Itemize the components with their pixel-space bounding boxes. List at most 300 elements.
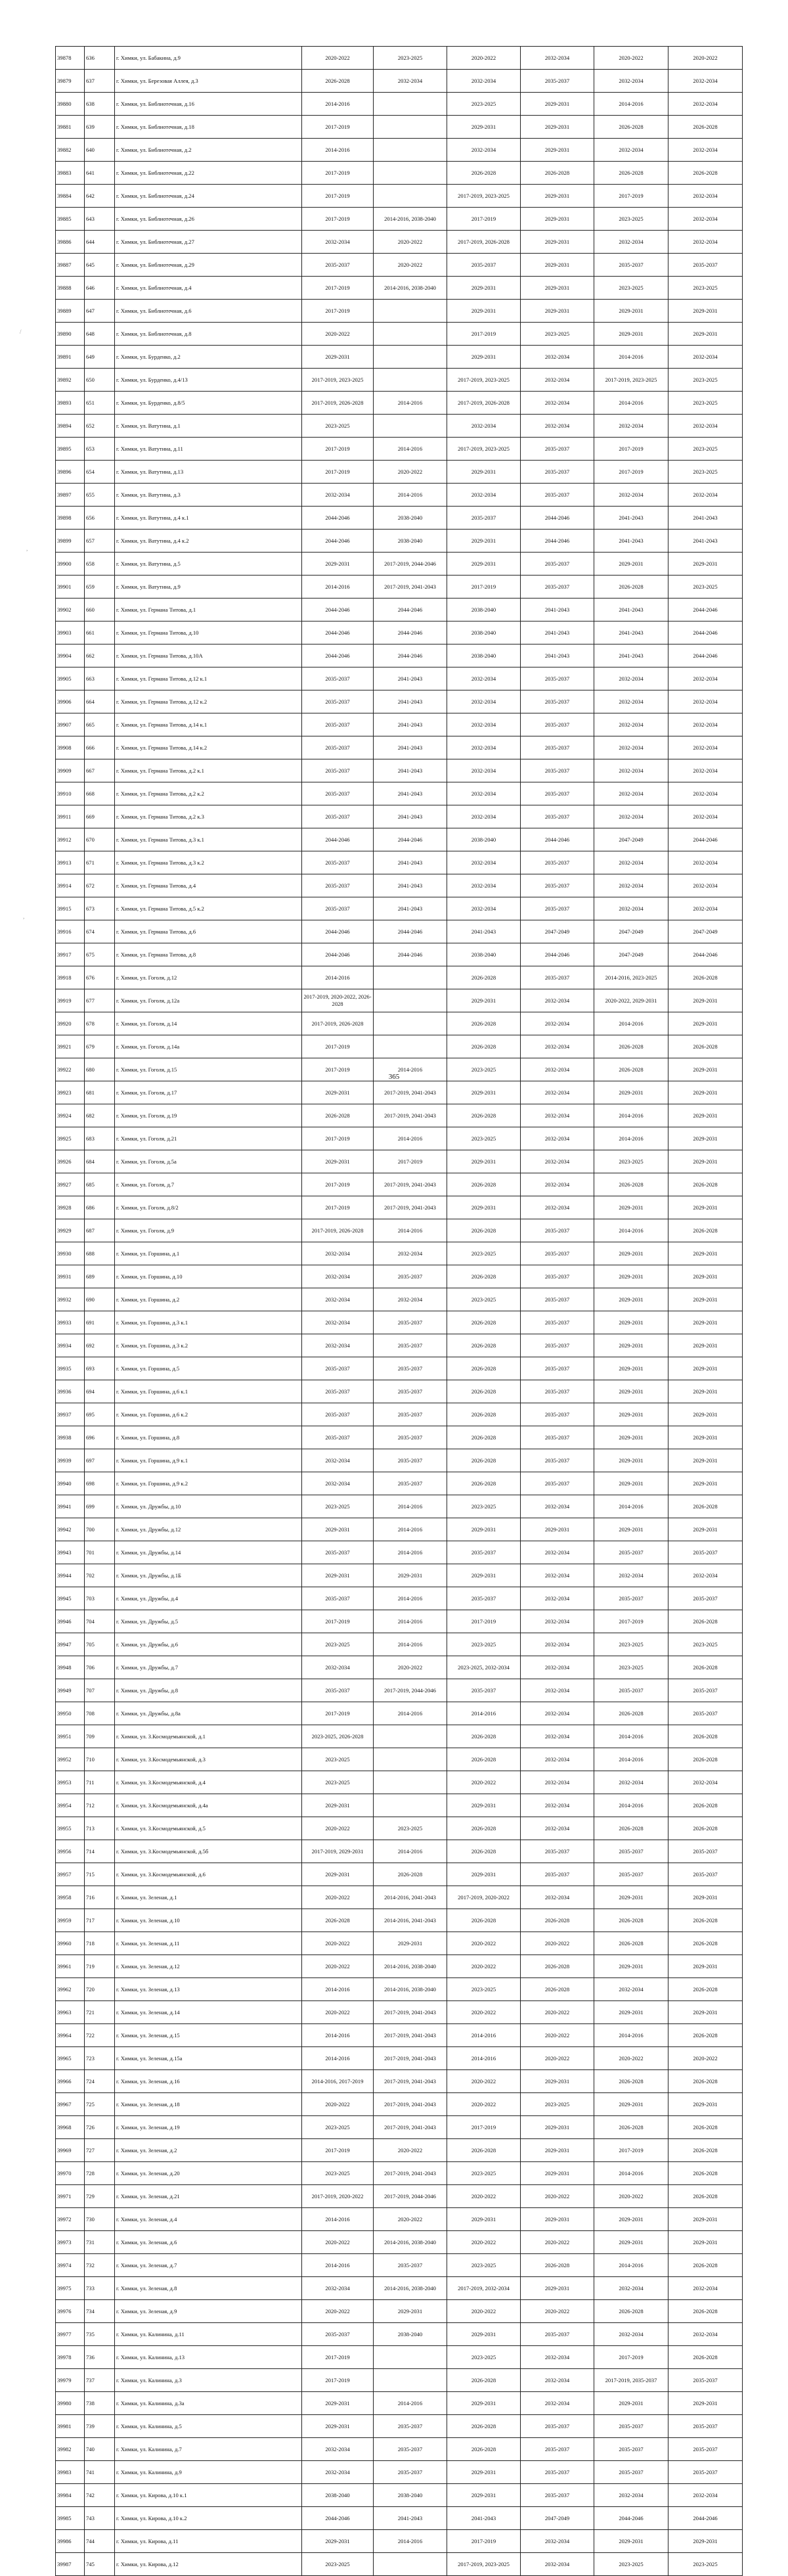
row-id-cell: 39942 bbox=[56, 1518, 85, 1541]
period-cell: 2032-2034 bbox=[594, 759, 668, 782]
period-cell: 2029-2031 bbox=[447, 1081, 521, 1104]
table-row bbox=[56, 1127, 743, 1150]
period-cell: 2026-2028 bbox=[668, 1725, 743, 1748]
row-number-cell: 728 bbox=[85, 2162, 115, 2185]
period-cell: 2038-2040 bbox=[302, 2484, 374, 2507]
row-number-cell: 716 bbox=[85, 1886, 115, 1909]
address-cell: г. Химки, ул. З.Космодемьянской, д.5 bbox=[115, 1817, 302, 1840]
period-cell: 2017-2019, 2029-2031 bbox=[302, 1840, 374, 1863]
row-id-cell: 39893 bbox=[56, 392, 85, 415]
row-number-cell: 704 bbox=[85, 1610, 115, 1633]
period-cell: 2029-2031 bbox=[447, 116, 521, 139]
period-cell: 2035-2037 bbox=[521, 690, 594, 713]
period-cell: 2032-2034 bbox=[521, 369, 594, 392]
period-cell: 2041-2043 bbox=[374, 713, 447, 736]
period-cell: 2029-2031 bbox=[447, 461, 521, 484]
period-cell: 2044-2046 bbox=[374, 644, 447, 667]
address-cell: г. Химки, ул. Германа Титова, д.14 к.1 bbox=[115, 713, 302, 736]
table-row bbox=[56, 1288, 743, 1311]
row-id-cell: 39956 bbox=[56, 1840, 85, 1863]
period-cell: 2017-2019, 2026-2028 bbox=[302, 1219, 374, 1242]
page-number: 365 bbox=[388, 1073, 400, 1081]
period-cell: 2035-2037 bbox=[521, 805, 594, 828]
address-cell: г. Химки, ул. З.Космодемьянской, д.1 bbox=[115, 1725, 302, 1748]
row-number-cell: 717 bbox=[85, 1909, 115, 1932]
period-cell: 2041-2043 bbox=[447, 2507, 521, 2530]
period-cell: 2038-2040 bbox=[374, 507, 447, 530]
row-number-cell: 682 bbox=[85, 1104, 115, 1127]
table-row bbox=[56, 254, 743, 277]
period-cell: 2026-2028 bbox=[668, 1817, 743, 1840]
period-cell: 2035-2037 bbox=[594, 2461, 668, 2484]
row-number-cell: 710 bbox=[85, 1748, 115, 1771]
period-cell: 2029-2031 bbox=[594, 1380, 668, 1403]
period-cell: 2032-2034 bbox=[302, 1242, 374, 1265]
address-cell: г. Химки, ул. Зеленая, д.21 bbox=[115, 2185, 302, 2208]
row-number-cell: 667 bbox=[85, 759, 115, 782]
row-number-cell: 655 bbox=[85, 484, 115, 507]
period-cell: 2035-2037 bbox=[521, 1863, 594, 1886]
period-cell: 2026-2028 bbox=[668, 116, 743, 139]
address-cell: г. Химки, ул. Горшина, д.1 bbox=[115, 1242, 302, 1265]
period-cell: 2035-2037 bbox=[594, 1679, 668, 1702]
period-cell: 2032-2034 bbox=[521, 415, 594, 438]
period-cell: 2032-2034 bbox=[521, 1794, 594, 1817]
row-number-cell: 731 bbox=[85, 2231, 115, 2254]
row-number-cell: 726 bbox=[85, 2116, 115, 2139]
period-cell: 2020-2022 bbox=[374, 1656, 447, 1679]
row-id-cell: 39987 bbox=[56, 2553, 85, 2576]
period-cell: 2020-2022 bbox=[302, 1886, 374, 1909]
period-cell: 2047-2049 bbox=[521, 920, 594, 943]
period-cell: 2014-2016 bbox=[594, 2024, 668, 2047]
period-cell: 2023-2025 bbox=[447, 2346, 521, 2369]
period-cell: 2032-2034 bbox=[521, 1587, 594, 1610]
row-id-cell: 39890 bbox=[56, 323, 85, 346]
row-number-cell: 711 bbox=[85, 1771, 115, 1794]
row-id-cell: 39908 bbox=[56, 736, 85, 759]
period-cell: 2035-2037 bbox=[374, 2438, 447, 2461]
period-cell: 2035-2037 bbox=[374, 1334, 447, 1357]
period-cell: 2017-2019 bbox=[594, 1610, 668, 1633]
period-cell: 2014-2016 bbox=[594, 2254, 668, 2277]
period-cell: 2014-2016 bbox=[374, 392, 447, 415]
period-cell: 2026-2028 bbox=[668, 162, 743, 185]
period-cell: 2014-2016 bbox=[594, 1012, 668, 1035]
row-number-cell: 705 bbox=[85, 1633, 115, 1656]
period-cell: 2035-2037 bbox=[302, 805, 374, 828]
row-id-cell: 39977 bbox=[56, 2323, 85, 2346]
row-number-cell: 638 bbox=[85, 93, 115, 116]
table-row bbox=[56, 162, 743, 185]
period-cell: 2014-2016 bbox=[594, 346, 668, 369]
row-number-cell: 665 bbox=[85, 713, 115, 736]
address-cell: г. Химки, ул. Ватутина, д.4 к.2 bbox=[115, 530, 302, 553]
register-sheet bbox=[55, 46, 742, 2576]
period-cell: 2026-2028 bbox=[447, 1725, 521, 1748]
address-cell: г. Химки, ул. Горшина, д.3 к.1 bbox=[115, 1311, 302, 1334]
period-cell: 2017-2019 bbox=[302, 185, 374, 208]
period-cell: 2029-2031 bbox=[594, 323, 668, 346]
period-cell: 2023-2025 bbox=[447, 1978, 521, 2001]
row-id-cell: 39883 bbox=[56, 162, 85, 185]
period-cell: 2032-2034 bbox=[447, 667, 521, 690]
period-cell: 2029-2031 bbox=[668, 1081, 743, 1104]
period-cell: 2023-2025 bbox=[668, 576, 743, 599]
row-number-cell: 681 bbox=[85, 1081, 115, 1104]
period-cell: 2017-2019, 2023-2025 bbox=[594, 369, 668, 392]
period-cell: 2029-2031 bbox=[594, 1081, 668, 1104]
row-id-cell: 39951 bbox=[56, 1725, 85, 1748]
period-cell: 2020-2022 bbox=[668, 47, 743, 70]
row-number-cell: 648 bbox=[85, 323, 115, 346]
row-number-cell: 721 bbox=[85, 2001, 115, 2024]
table-row bbox=[56, 2208, 743, 2231]
row-id-cell: 39919 bbox=[56, 989, 85, 1012]
period-cell: 2017-2019, 2041-2043 bbox=[374, 2024, 447, 2047]
period-cell: 2014-2016 bbox=[594, 1495, 668, 1518]
period-cell: 2041-2043 bbox=[521, 599, 594, 621]
period-cell: 2029-2031 bbox=[668, 1357, 743, 1380]
row-id-cell: 39899 bbox=[56, 530, 85, 553]
period-cell: 2026-2028 bbox=[594, 1909, 668, 1932]
table-row bbox=[56, 989, 743, 1012]
period-cell bbox=[374, 323, 447, 346]
period-cell: 2035-2037 bbox=[521, 2438, 594, 2461]
period-cell: 2029-2031 bbox=[447, 1863, 521, 1886]
period-cell: 2026-2028 bbox=[447, 162, 521, 185]
table-row bbox=[56, 736, 743, 759]
period-cell: 2017-2019, 2041-2043 bbox=[374, 2116, 447, 2139]
period-cell: 2017-2019 bbox=[594, 438, 668, 461]
period-cell: 2032-2034 bbox=[668, 759, 743, 782]
period-cell: 2035-2037 bbox=[521, 851, 594, 874]
table-row bbox=[56, 1265, 743, 1288]
table-row bbox=[56, 2024, 743, 2047]
row-number-cell: 696 bbox=[85, 1426, 115, 1449]
period-cell: 2035-2037 bbox=[521, 1840, 594, 1863]
period-cell: 2041-2043 bbox=[374, 782, 447, 805]
period-cell: 2044-2046 bbox=[302, 507, 374, 530]
period-cell: 2032-2034 bbox=[302, 1656, 374, 1679]
period-cell: 2020-2022 bbox=[594, 2185, 668, 2208]
table-row bbox=[56, 438, 743, 461]
period-cell: 2023-2025 bbox=[594, 1633, 668, 1656]
table-row bbox=[56, 93, 743, 116]
period-cell: 2035-2037 bbox=[447, 1541, 521, 1564]
table-row bbox=[56, 415, 743, 438]
period-cell: 2023-2025 bbox=[447, 1242, 521, 1265]
table-row bbox=[56, 323, 743, 346]
period-cell: 2026-2028 bbox=[594, 162, 668, 185]
period-cell: 2032-2034 bbox=[374, 1242, 447, 1265]
row-id-cell: 39968 bbox=[56, 2116, 85, 2139]
table-row bbox=[56, 1748, 743, 1771]
period-cell: 2032-2034 bbox=[521, 1150, 594, 1173]
table-row bbox=[56, 2300, 743, 2323]
period-cell: 2032-2034 bbox=[521, 1771, 594, 1794]
period-cell: 2035-2037 bbox=[521, 1219, 594, 1242]
period-cell: 2032-2034 bbox=[302, 2277, 374, 2300]
address-cell: г. Химки, ул. Зеленая, д.15а bbox=[115, 2047, 302, 2070]
period-cell: 2026-2028 bbox=[594, 2300, 668, 2323]
period-cell: 2014-2016 bbox=[594, 392, 668, 415]
period-cell: 2014-2016, 2038-2040 bbox=[374, 2277, 447, 2300]
period-cell: 2026-2028 bbox=[447, 2139, 521, 2162]
row-id-cell: 39982 bbox=[56, 2438, 85, 2461]
address-cell: г. Химки, ул. Зеленая, д.1 bbox=[115, 1886, 302, 1909]
period-cell: 2026-2028 bbox=[668, 1173, 743, 1196]
row-number-cell: 657 bbox=[85, 530, 115, 553]
row-id-cell: 39980 bbox=[56, 2392, 85, 2415]
period-cell: 2014-2016 bbox=[447, 2024, 521, 2047]
row-id-cell: 39923 bbox=[56, 1081, 85, 1104]
period-cell bbox=[374, 2346, 447, 2369]
period-cell: 2014-2016 bbox=[594, 1104, 668, 1127]
period-cell: 2029-2031 bbox=[668, 1472, 743, 1495]
period-cell: 2020-2022 bbox=[447, 2185, 521, 2208]
period-cell: 2020-2022 bbox=[302, 2231, 374, 2254]
period-cell: 2041-2043 bbox=[374, 851, 447, 874]
table-row bbox=[56, 621, 743, 644]
row-number-cell: 639 bbox=[85, 116, 115, 139]
period-cell: 2017-2019, 2020-2022 bbox=[302, 2185, 374, 2208]
row-number-cell: 679 bbox=[85, 1035, 115, 1058]
row-number-cell: 642 bbox=[85, 185, 115, 208]
period-cell: 2017-2019, 2041-2043 bbox=[374, 576, 447, 599]
address-cell: г. Химки, ул. Германа Титова, д.6 bbox=[115, 920, 302, 943]
address-cell: г. Химки, ул. Горшина, д.6 к.2 bbox=[115, 1403, 302, 1426]
address-cell: г. Химки, ул. Гоголя, д.8/2 bbox=[115, 1196, 302, 1219]
period-cell: 2020-2022 bbox=[447, 2231, 521, 2254]
period-cell: 2032-2034 bbox=[302, 1311, 374, 1334]
period-cell: 2029-2031 bbox=[521, 2277, 594, 2300]
period-cell: 2026-2028 bbox=[594, 2070, 668, 2093]
row-id-cell: 39985 bbox=[56, 2507, 85, 2530]
period-cell: 2032-2034 bbox=[594, 690, 668, 713]
table-body bbox=[56, 47, 743, 2576]
period-cell: 2017-2019 bbox=[374, 1150, 447, 1173]
table-row bbox=[56, 2484, 743, 2507]
row-number-cell: 671 bbox=[85, 851, 115, 874]
period-cell: 2032-2034 bbox=[668, 1564, 743, 1587]
period-cell: 2041-2043 bbox=[374, 736, 447, 759]
row-number-cell: 733 bbox=[85, 2277, 115, 2300]
period-cell: 2029-2031 bbox=[521, 2139, 594, 2162]
period-cell: 2032-2034 bbox=[594, 667, 668, 690]
period-cell: 2026-2028 bbox=[447, 1380, 521, 1403]
scan-mark: , bbox=[26, 545, 28, 552]
period-cell: 2032-2034 bbox=[521, 2346, 594, 2369]
period-cell: 2032-2034 bbox=[521, 1081, 594, 1104]
period-cell: 2023-2025 bbox=[668, 461, 743, 484]
period-cell: 2017-2019 bbox=[594, 461, 668, 484]
period-cell: 2035-2037 bbox=[521, 897, 594, 920]
table-row bbox=[56, 1196, 743, 1219]
period-cell: 2029-2031 bbox=[447, 530, 521, 553]
period-cell: 2023-2025 bbox=[302, 1771, 374, 1794]
table-row bbox=[56, 1863, 743, 1886]
period-cell: 2017-2019 bbox=[302, 208, 374, 231]
period-cell: 2017-2019, 2023-2025 bbox=[302, 369, 374, 392]
table-row bbox=[56, 1219, 743, 1242]
period-cell: 2029-2031 bbox=[447, 2208, 521, 2231]
period-cell: 2044-2046 bbox=[302, 943, 374, 966]
period-cell: 2029-2031 bbox=[521, 2070, 594, 2093]
row-number-cell: 719 bbox=[85, 1955, 115, 1978]
table-row bbox=[56, 1357, 743, 1380]
period-cell: 2032-2034 bbox=[594, 851, 668, 874]
period-cell: 2017-2019, 2035-2037 bbox=[594, 2369, 668, 2392]
row-id-cell: 39945 bbox=[56, 1587, 85, 1610]
period-cell: 2026-2028 bbox=[447, 1012, 521, 1035]
period-cell: 2035-2037 bbox=[374, 1357, 447, 1380]
table-row bbox=[56, 1472, 743, 1495]
address-cell: г. Химки, ул. Германа Титова, д.12 к.1 bbox=[115, 667, 302, 690]
address-cell: г. Химки, ул. Гоголя, д.21 bbox=[115, 1127, 302, 1150]
period-cell bbox=[374, 2553, 447, 2576]
period-cell: 2032-2034 bbox=[594, 415, 668, 438]
period-cell: 2041-2043 bbox=[374, 667, 447, 690]
address-cell: г. Химки, ул. Калинина, д.7 bbox=[115, 2438, 302, 2461]
table-row bbox=[56, 507, 743, 530]
row-id-cell: 39879 bbox=[56, 70, 85, 93]
period-cell: 2032-2034 bbox=[521, 1495, 594, 1518]
period-cell: 2026-2028 bbox=[447, 1357, 521, 1380]
table-row bbox=[56, 2001, 743, 2024]
period-cell: 2035-2037 bbox=[302, 1587, 374, 1610]
table-row bbox=[56, 70, 743, 93]
row-number-cell: 647 bbox=[85, 300, 115, 323]
row-number-cell: 652 bbox=[85, 415, 115, 438]
period-cell: 2032-2034 bbox=[594, 1978, 668, 2001]
period-cell: 2032-2034 bbox=[521, 47, 594, 70]
table-row bbox=[56, 920, 743, 943]
row-number-cell: 702 bbox=[85, 1564, 115, 1587]
period-cell: 2032-2034 bbox=[521, 1656, 594, 1679]
period-cell: 2026-2028 bbox=[521, 1955, 594, 1978]
period-cell: 2026-2028 bbox=[447, 1449, 521, 1472]
period-cell: 2023-2025 bbox=[447, 2162, 521, 2185]
period-cell: 2038-2040 bbox=[374, 530, 447, 553]
row-id-cell: 39903 bbox=[56, 621, 85, 644]
period-cell: 2029-2031 bbox=[521, 116, 594, 139]
address-cell: г. Химки, ул. Зеленая, д.8 bbox=[115, 2277, 302, 2300]
row-id-cell: 39895 bbox=[56, 438, 85, 461]
period-cell: 2044-2046 bbox=[668, 599, 743, 621]
period-cell: 2032-2034 bbox=[668, 736, 743, 759]
table-row bbox=[56, 277, 743, 300]
period-cell: 2032-2034 bbox=[521, 1035, 594, 1058]
period-cell: 2029-2031 bbox=[521, 2208, 594, 2231]
address-cell: г. Химки, ул. Библиотечная, д.29 bbox=[115, 254, 302, 277]
period-cell: 2032-2034 bbox=[668, 415, 743, 438]
period-cell: 2032-2034 bbox=[594, 70, 668, 93]
period-cell: 2035-2037 bbox=[302, 851, 374, 874]
period-cell: 2029-2031 bbox=[668, 1380, 743, 1403]
period-cell: 2038-2040 bbox=[374, 2323, 447, 2346]
period-cell: 2017-2019 bbox=[447, 323, 521, 346]
period-cell: 2029-2031 bbox=[521, 2162, 594, 2185]
period-cell: 2035-2037 bbox=[302, 713, 374, 736]
period-cell: 2026-2028 bbox=[668, 1656, 743, 1679]
period-cell bbox=[374, 415, 447, 438]
row-id-cell: 39986 bbox=[56, 2530, 85, 2553]
row-id-cell: 39958 bbox=[56, 1886, 85, 1909]
address-cell: г. Химки, ул. Калинина, д.5 bbox=[115, 2415, 302, 2438]
period-cell: 2035-2037 bbox=[302, 736, 374, 759]
address-cell: г. Химки, ул. Дружбы, д.10 bbox=[115, 1495, 302, 1518]
period-cell: 2029-2031 bbox=[447, 2461, 521, 2484]
period-cell: 2014-2016 bbox=[374, 1610, 447, 1633]
address-cell: г. Химки, ул. З.Космодемьянской, д.4а bbox=[115, 1794, 302, 1817]
row-id-cell: 39954 bbox=[56, 1794, 85, 1817]
period-cell: 2029-2031 bbox=[302, 2392, 374, 2415]
row-id-cell: 39920 bbox=[56, 1012, 85, 1035]
period-cell: 2017-2019, 2026-2028 bbox=[447, 231, 521, 254]
period-cell: 2035-2037 bbox=[668, 2415, 743, 2438]
row-number-cell: 643 bbox=[85, 208, 115, 231]
row-id-cell: 39911 bbox=[56, 805, 85, 828]
period-cell: 2020-2022 bbox=[302, 1955, 374, 1978]
row-number-cell: 640 bbox=[85, 139, 115, 162]
row-id-cell: 39924 bbox=[56, 1104, 85, 1127]
row-number-cell: 692 bbox=[85, 1334, 115, 1357]
period-cell: 2032-2034 bbox=[594, 484, 668, 507]
table-row bbox=[56, 1334, 743, 1357]
period-cell: 2035-2037 bbox=[374, 1426, 447, 1449]
row-number-cell: 663 bbox=[85, 667, 115, 690]
table-row bbox=[56, 2346, 743, 2369]
address-cell: г. Химки, ул. Березовая Аллея, д.3 bbox=[115, 70, 302, 93]
table-row bbox=[56, 1403, 743, 1426]
row-id-cell: 39888 bbox=[56, 277, 85, 300]
table-row bbox=[56, 1495, 743, 1518]
period-cell: 2032-2034 bbox=[302, 1449, 374, 1472]
row-number-cell: 662 bbox=[85, 644, 115, 667]
period-cell: 2020-2022 bbox=[447, 1955, 521, 1978]
address-cell: г. Химки, ул. Зеленая, д.12 bbox=[115, 1955, 302, 1978]
period-cell: 2026-2028 bbox=[668, 1610, 743, 1633]
period-cell: 2035-2037 bbox=[521, 2484, 594, 2507]
period-cell: 2035-2037 bbox=[302, 667, 374, 690]
row-id-cell: 39896 bbox=[56, 461, 85, 484]
period-cell: 2035-2037 bbox=[521, 2323, 594, 2346]
period-cell: 2020-2022 bbox=[447, 2001, 521, 2024]
period-cell: 2020-2022 bbox=[374, 231, 447, 254]
period-cell: 2032-2034 bbox=[302, 1472, 374, 1495]
period-cell: 2035-2037 bbox=[374, 1380, 447, 1403]
row-id-cell: 39882 bbox=[56, 139, 85, 162]
row-number-cell: 701 bbox=[85, 1541, 115, 1564]
period-cell bbox=[374, 1035, 447, 1058]
period-cell: 2029-2031 bbox=[668, 2231, 743, 2254]
period-cell: 2035-2037 bbox=[302, 690, 374, 713]
scan-mark: , bbox=[23, 913, 25, 920]
period-cell: 2029-2031 bbox=[302, 1794, 374, 1817]
period-cell: 2041-2043 bbox=[594, 530, 668, 553]
period-cell: 2023-2025 bbox=[668, 277, 743, 300]
row-id-cell: 39974 bbox=[56, 2254, 85, 2277]
row-id-cell: 39914 bbox=[56, 874, 85, 897]
period-cell: 2032-2034 bbox=[594, 1771, 668, 1794]
address-cell: г. Химки, ул. Германа Титова, д.2 к.3 bbox=[115, 805, 302, 828]
period-cell: 2035-2037 bbox=[594, 254, 668, 277]
period-cell: 2035-2037 bbox=[521, 438, 594, 461]
period-cell: 2035-2037 bbox=[302, 897, 374, 920]
period-cell: 2035-2037 bbox=[521, 782, 594, 805]
period-cell: 2026-2028 bbox=[594, 1035, 668, 1058]
